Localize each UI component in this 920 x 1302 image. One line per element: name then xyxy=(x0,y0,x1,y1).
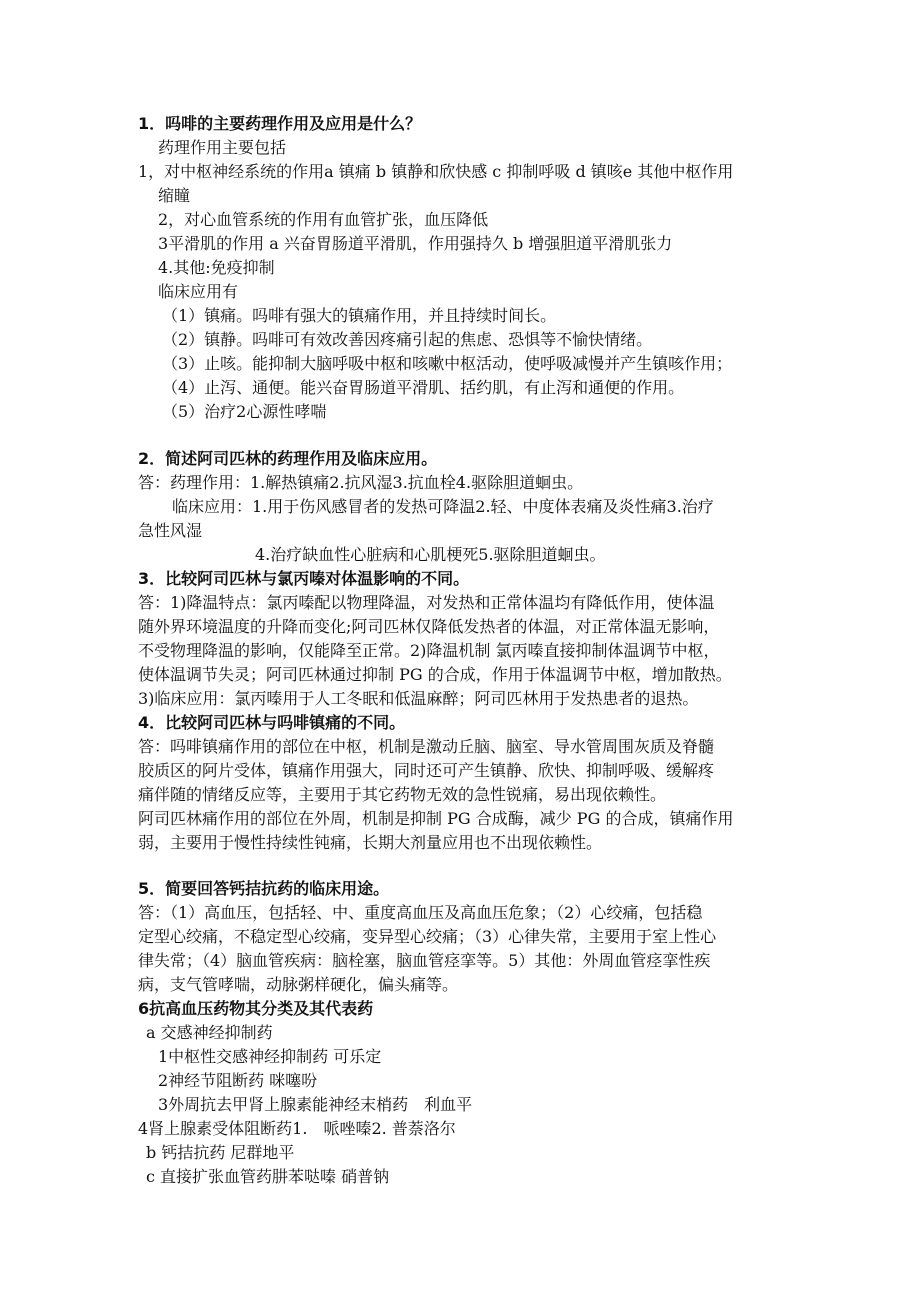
question-3-title: 3．比较阿司匹林与氯丙嗪对体温影响的不同。 xyxy=(138,569,470,588)
q6-line: 2神经节阻断药 咪噻吩 xyxy=(158,1071,318,1090)
q2-answer-line: 临床应用：1.用于伤风感冒者的发热可降温2.轻、中度体表痛及炎性痛3.治疗 xyxy=(172,497,714,516)
q1-pharm-item: 2，对心血管系统的作用有血管扩张，血压降低 xyxy=(158,210,489,229)
q1-clinical-item: （4）止泻、通便。能兴奋胃肠道平滑肌、括约肌，有止泻和通便的作用。 xyxy=(162,378,685,397)
question-1-title: 1．吗啡的主要药理作用及应用是什么？ xyxy=(138,114,422,133)
q3-answer-line: 使体温调节失灵；阿司匹林通过抑制 PG 的合成，作用于体温调节中枢，增加散热。 xyxy=(138,665,732,684)
question-2-title: 2．简述阿司匹林的药理作用及临床应用。 xyxy=(138,449,438,468)
q4-answer-line: 答：吗啡镇痛作用的部位在中枢，机制是激动丘脑、脑室、导水管周围灰质及脊髓 xyxy=(138,737,715,756)
q2-answer-line: 答：药理作用：1.解热镇痛2.抗风湿3.抗血栓4.驱除胆道蛔虫。 xyxy=(138,473,584,492)
q1-clinical-item: （1）镇痛。吗啡有强大的镇痛作用，并且持续时间长。 xyxy=(162,306,557,325)
q5-answer-line: 定型心绞痛，不稳定型心绞痛，变异型心绞痛；（3）心律失常，主要用于室上性心 xyxy=(138,927,717,946)
q4-answer-line: 胶质区的阿片受体，镇痛作用强大，同时还可产生镇静、欣快、抑制呼吸、缓解疼 xyxy=(138,761,715,780)
q3-answer-line: 不受物理降温的影响，仅能降至正常。2)降温机制 氯丙嗪直接抑制体温调节中枢， xyxy=(138,641,720,660)
q3-answer-line: 3)临床应用：氯丙嗪用于人工冬眠和低温麻醉；阿司匹林用于发热患者的退热。 xyxy=(138,689,699,708)
q6-line: 1中枢性交感神经抑制药 可乐定 xyxy=(158,1047,382,1066)
q6-line: a 交感神经抑制药 xyxy=(146,1023,273,1042)
q3-answer-line: 随外界环境温度的升降而变化;阿司匹林仅降低发热者的体温，对正常体温无影响， xyxy=(138,617,720,636)
q1-pharm-item: 缩瞳 xyxy=(158,186,191,205)
q1-pharm-heading: 药理作用主要包括 xyxy=(158,138,287,157)
q1-pharm-item: 1，对中枢神经系统的作用a 镇痛 b 镇静和欣快感 c 抑制呼吸 d 镇咳e 其他中枢作用 xyxy=(138,162,734,181)
q4-answer-line: 弱，主要用于慢性持续性钝痛，长期大剂量应用也不出现依赖性。 xyxy=(138,833,603,852)
q1-clinical-item: （2）镇静。吗啡可有效改善因疼痛引起的焦虑、恐惧等不愉快情绪。 xyxy=(162,330,653,349)
q5-answer-line: 律失常；（4）脑血管疾病：脑栓塞，脑血管痉挛等。5）其他：外周血管痉挛性疾 xyxy=(138,951,711,970)
q6-line: 3外周抗去甲肾上腺素能神经末梢药 利血平 xyxy=(158,1095,473,1114)
q6-line: 4肾上腺素受体阻断药1. 哌唑嗪2. 普萘洛尔 xyxy=(138,1119,456,1138)
q2-answer-line: 4.治疗缺血性心脏病和心肌梗死5.驱除胆道蛔虫。 xyxy=(255,545,606,564)
q3-answer-line: 答：1)降温特点：氯丙嗪配以物理降温，对发热和正常体温均有降低作用，使体温 xyxy=(138,593,715,612)
q1-clinical-heading: 临床应用有 xyxy=(158,282,239,301)
question-6-title: 6抗高血压药物其分类及其代表药 xyxy=(138,999,374,1018)
q6-line: c 直接扩张血管药肼苯哒嗪 硝普钠 xyxy=(146,1167,390,1186)
q2-answer-line: 急性风湿 xyxy=(138,521,203,540)
q4-answer-line: 痛伴随的情绪反应等，主要用于其它药物无效的急性锐痛，易出现依赖性。 xyxy=(138,785,667,804)
question-5-title: 5．简要回答钙拮抗药的临床用途。 xyxy=(138,879,390,898)
q1-clinical-item: （5）治疗2心源性哮喘 xyxy=(162,402,327,421)
q1-clinical-item: （3）止咳。能抑制大脑呼吸中枢和咳嗽中枢活动，使呼吸减慢并产生镇咳作用； xyxy=(162,354,733,373)
q6-line: b 钙拮抗药 尼群地平 xyxy=(146,1143,295,1162)
q1-pharm-item: 3平滑肌的作用 a 兴奋胃肠道平滑肌，作用强持久 b 增强胆道平滑肌张力 xyxy=(158,234,673,253)
q4-answer-line: 阿司匹林痛作用的部位在外周，机制是抑制 PG 合成酶，减少 PG 的合成，镇痛作用 xyxy=(138,809,734,828)
q5-answer-line: 病，支气管哮喘，动脉粥样硬化，偏头痛等。 xyxy=(138,975,459,994)
q5-answer-line: 答：（1）高血压，包括轻、中、重度高血压及高血压危象；（2）心绞痛，包括稳 xyxy=(138,903,703,922)
question-4-title: 4．比较阿司匹林与吗啡镇痛的不同。 xyxy=(138,713,406,732)
q1-pharm-item: 4.其他:免疫抑制 xyxy=(158,258,275,277)
